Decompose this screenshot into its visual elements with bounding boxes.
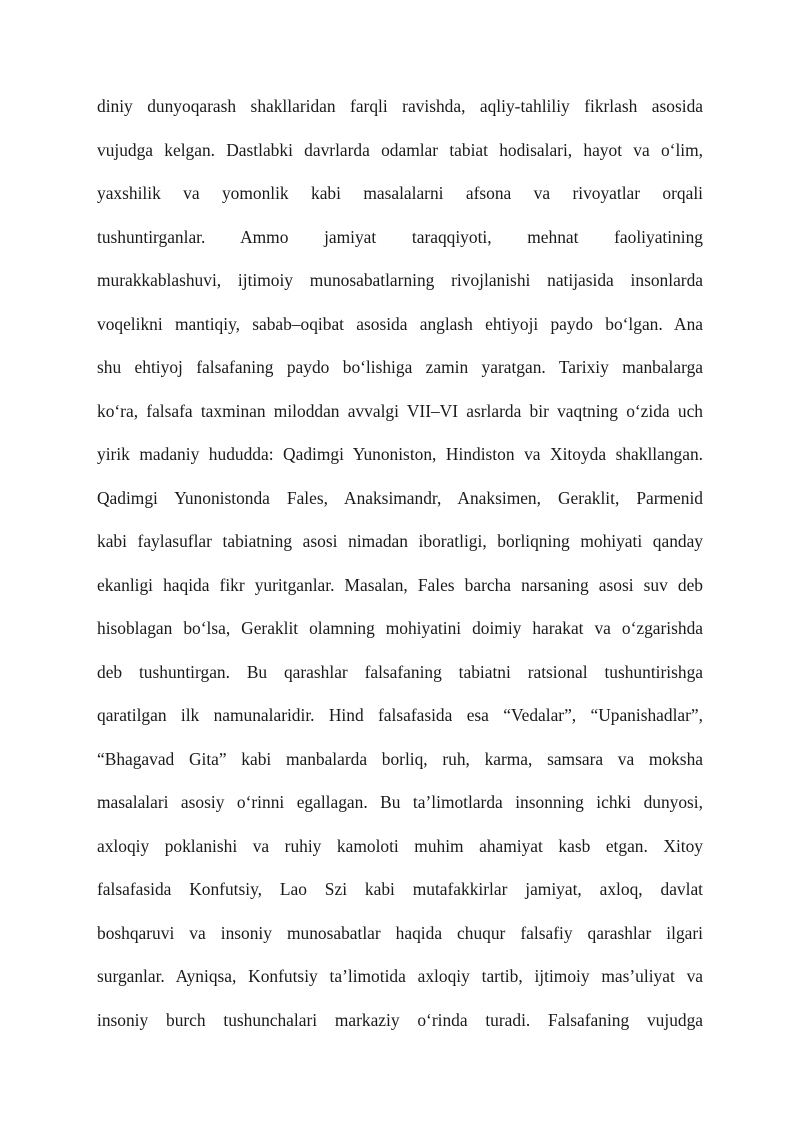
text-line: diniy dunyoqarash shakllaridan farqli ravishda, aqliy-tahliliy fikrlash asosida bbox=[97, 96, 703, 116]
text-line: hisoblagan bo‘lsa, Geraklit olamning mohiyatini doimiy harakat va o‘zgarishda bbox=[97, 618, 703, 638]
text-line: falsafasida Konfutsiy, Lao Szi kabi mutafakkirlar jamiyat, axloq, davlat bbox=[97, 879, 703, 899]
text-line: yaxshilik va yomonlik kabi masalalarni afsona va rivoyatlar orqali bbox=[97, 183, 703, 203]
text-line: qaratilgan ilk namunalaridir. Hind falsafasida esa “Vedalar”, “Upanishadlar”, bbox=[97, 705, 703, 725]
text-line: shu ehtiyoj falsafaning paydo bo‘lishiga zamin yaratgan. Tarixiy manbalarga bbox=[97, 357, 703, 377]
text-line: insoniy burch tushunchalari markaziy o‘rinda turadi. Falsafaning vujudga bbox=[97, 1009, 703, 1030]
text-line: “Bhagavad Gita” kabi manbalarda borliq, ruh, karma, samsara va moksha bbox=[97, 748, 703, 769]
text-line: tushuntirganlar. Ammo jamiyat taraqqiyoti, mehnat faoliyatining bbox=[97, 226, 703, 247]
text-line: ko‘ra, falsafa taxminan miloddan avvalgi VII–VI asrlarda bir vaqtning o‘zida uch bbox=[97, 400, 703, 421]
body-text bbox=[97, 85, 703, 1042]
text-line: kabi faylasuflar tabiatning asosi nimadan iboratligi, borliqning mohiyati qanday bbox=[97, 531, 703, 551]
text-line: deb tushuntirgan. Bu qarashlar falsafaning tabiatni ratsional tushuntirishga bbox=[97, 661, 703, 682]
text-line: voqelikni mantiqiy, sabab–oqibat asosida anglash ehtiyoji paydo bo‘lgan. Ana bbox=[97, 313, 703, 334]
text-line: yirik madaniy hududda: Qadimgi Yunoniston, Hindiston va Xitoyda shakllangan. bbox=[97, 444, 703, 464]
text-line: vujudga kelgan. Dastlabki davrlarda odamlar tabiat hodisalari, hayot va o‘lim, bbox=[97, 139, 703, 160]
text-line: boshqaruvi va insoniy munosabatlar haqida chuqur falsafiy qarashlar ilgari bbox=[97, 922, 703, 943]
text-line: axloqiy poklanishi va ruhiy kamoloti muhim ahamiyat kasb etgan. Xitoy bbox=[97, 835, 703, 856]
text-line: surganlar. Ayniqsa, Konfutsiy ta’limotida axloqiy tartib, ijtimoiy mas’uliyat va bbox=[97, 966, 703, 986]
text-line: ekanligi haqida fikr yuritganlar. Masalan, Fales barcha narsaning asosi suv deb bbox=[97, 574, 703, 595]
text-line: Qadimgi Yunonistonda Fales, Anaksimandr, Anaksimen, Geraklit, Parmenid bbox=[97, 487, 703, 508]
text-line: masalalari asosiy o‘rinni egallagan. Bu ta’limotlarda insonning ichki dunyosi, bbox=[97, 792, 703, 812]
text-line: murakkablashuvi, ijtimoiy munosabatlarning rivojlanishi natijasida insonlarda bbox=[97, 270, 703, 290]
